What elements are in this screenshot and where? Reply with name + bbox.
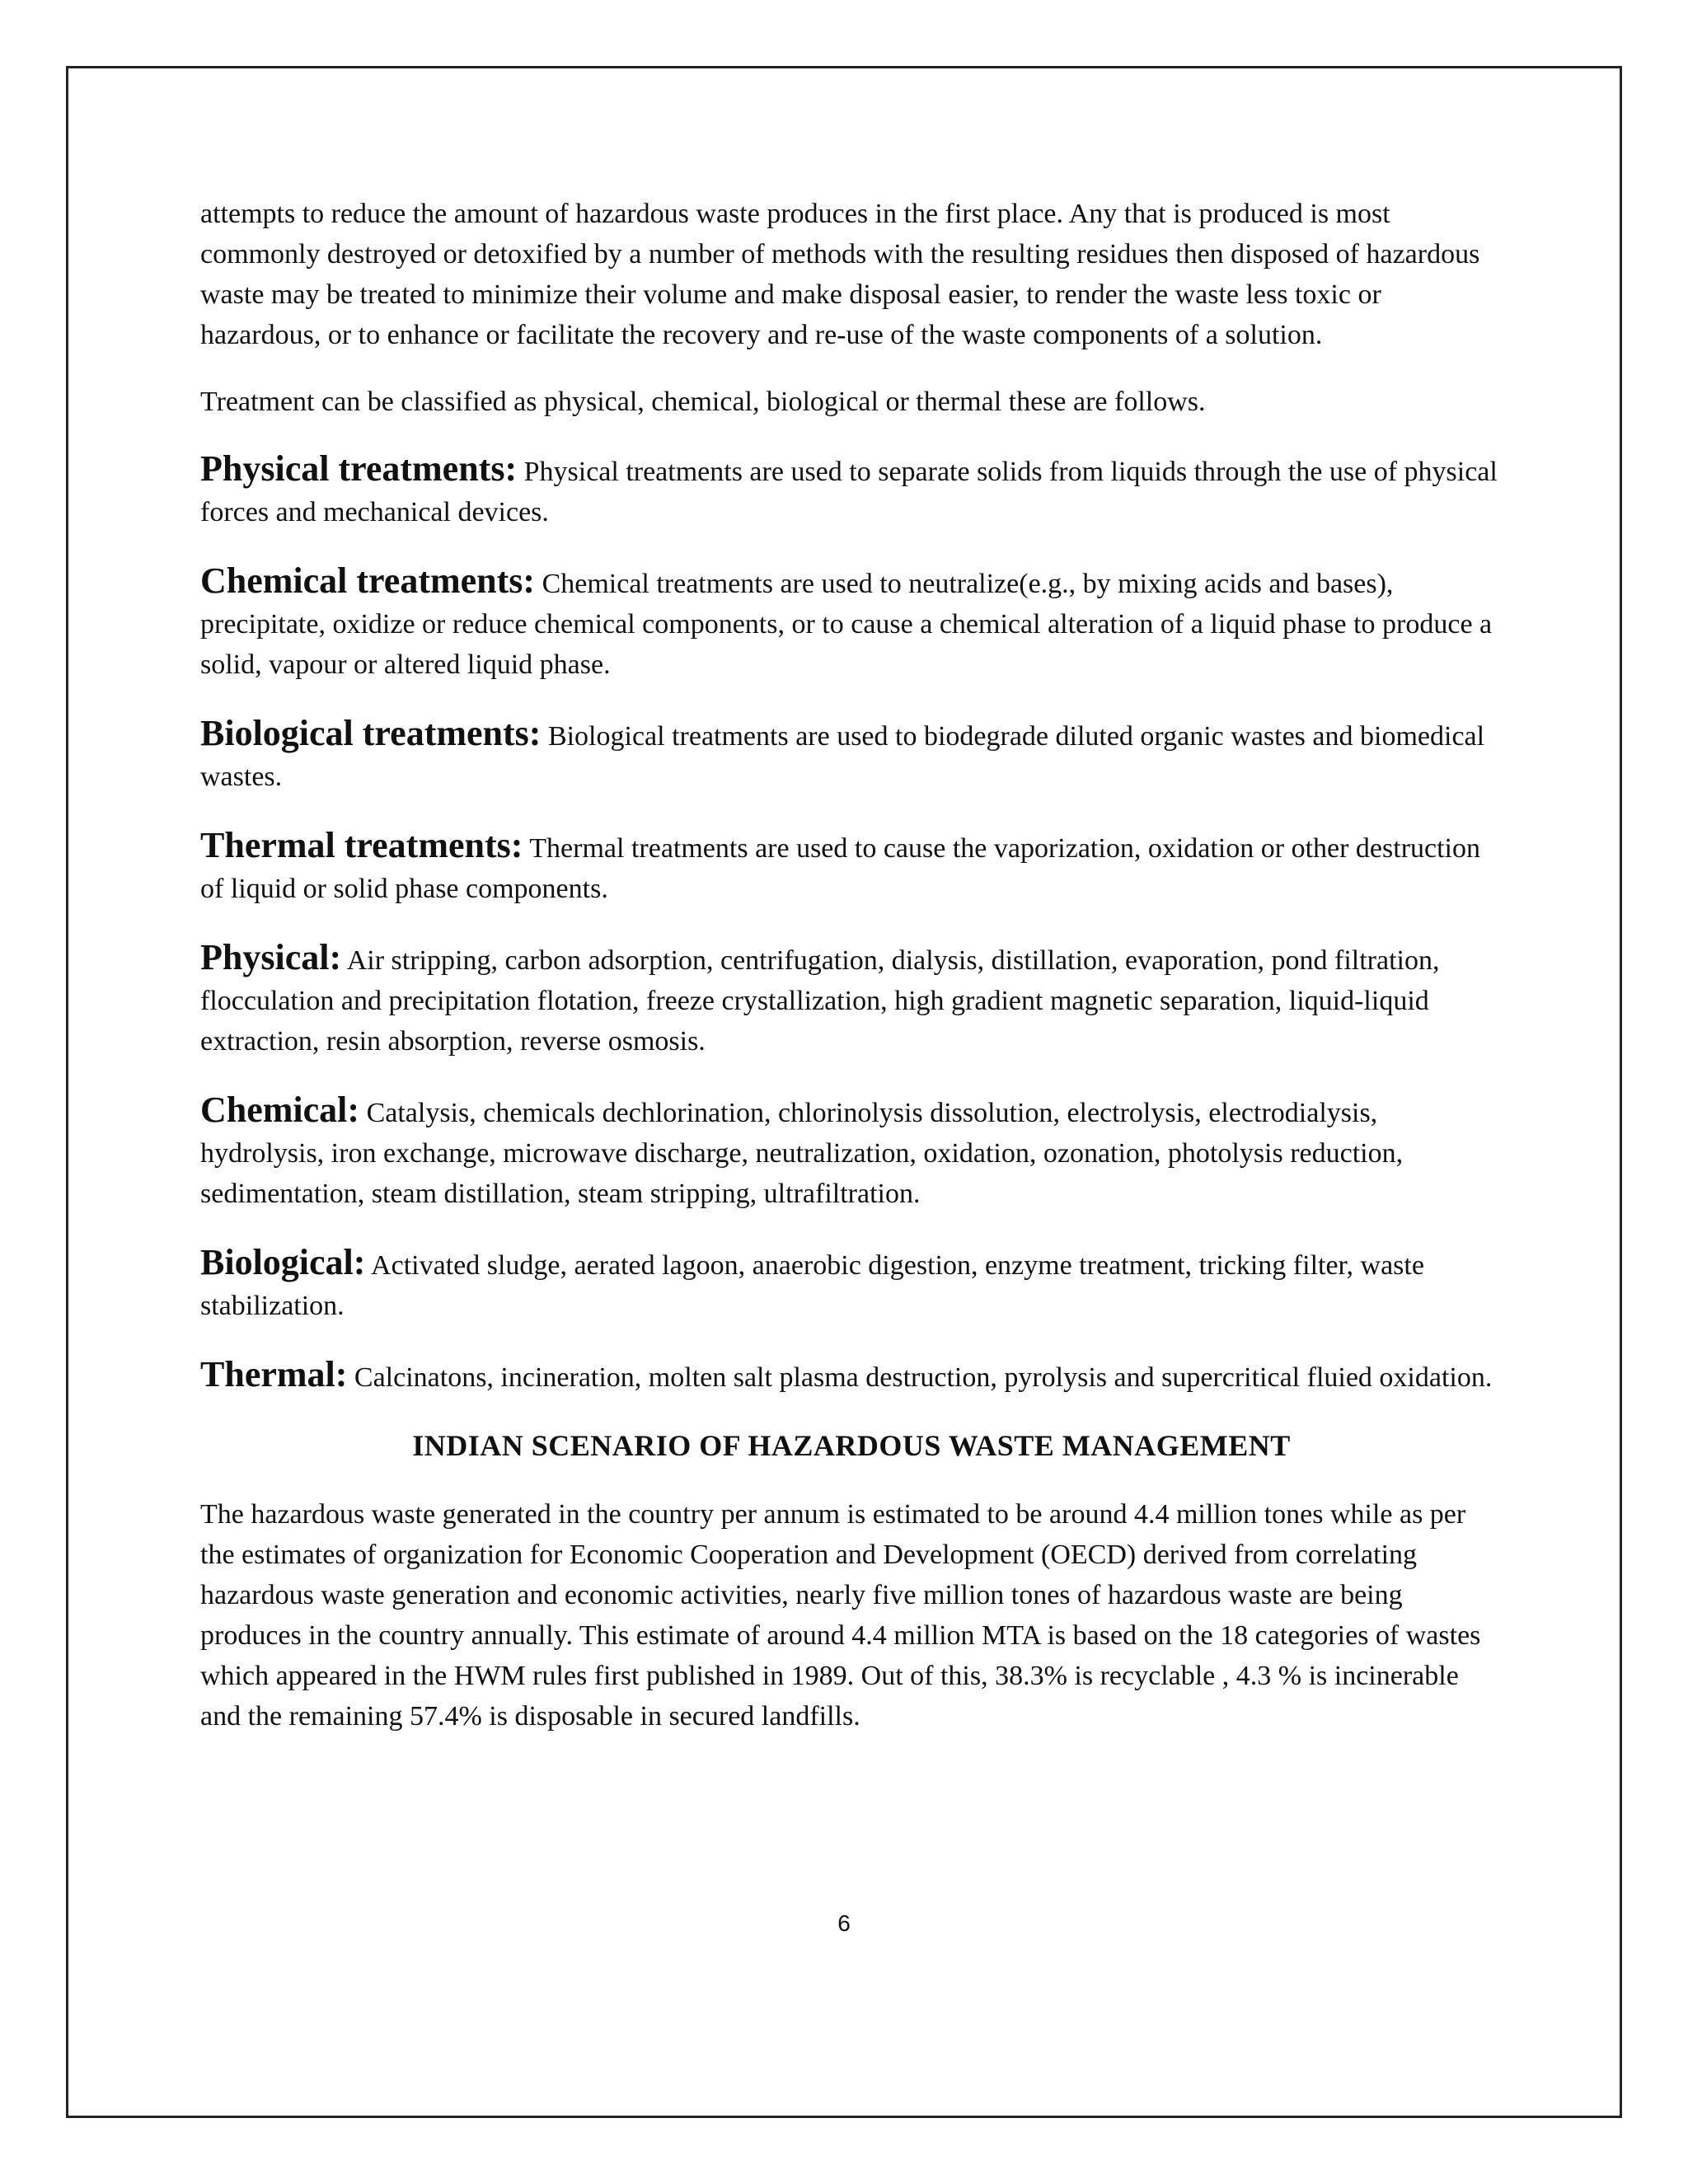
- chemical-treatments-paragraph: [200, 560, 1503, 685]
- physical-treatments-text: Physical treatments are used to separate solids from liquids through the use of physical forces and mechanical devices.: [200, 457, 1498, 527]
- section-heading: INDIAN SCENARIO OF HAZARDOUS WASTE MANAGEMENT: [412, 1429, 1291, 1462]
- intro-paragraph: attempts to reduce the amount of hazardous waste produces in the first place. Any that is produced is most commonly destroyed or detoxified by a number of methods with the resulting residues then disposed of hazardous waste may be treated to minimize their volume and make disposal easier, to render the waste less toxic or hazardous, or to enhance or facilitate the recovery and re-use of the waste components of a solution.: [200, 199, 1480, 350]
- thermal-methods-text: Calcinatons, incineration, molten salt plasma destruction, pyrolysis and supercritical fluied oxidation.: [347, 1362, 1493, 1393]
- thermal-treatments-text: Thermal treatments are used to cause the vaporization, oxidation or other destruction of liquid or solid phase components.: [200, 833, 1481, 904]
- physical-methods-paragraph: [200, 937, 1503, 1062]
- thermal-methods-term: Thermal:: [200, 1354, 348, 1394]
- chemical-methods-text: Catalysis, chemicals dechlorination, chlorinolysis dissolution, electrolysis, electrodialysis, hydrolysis, iron exchange, microwave discharge, neutralization, oxidation, ozonation, photolysis reduction, sedimentation, steam distillation, steam stripping, ultrafiltration.: [200, 1098, 1404, 1209]
- document-body: [200, 194, 1503, 1736]
- biological-treatments-term: Biological treatments:: [200, 713, 542, 753]
- physical-methods-term: Physical:: [200, 937, 342, 977]
- chemical-treatments-term: Chemical treatments:: [200, 560, 536, 601]
- chemical-methods-paragraph: [200, 1090, 1503, 1214]
- biological-treatments-paragraph: [200, 713, 1503, 797]
- biological-treatments-text: Biological treatments are used to biodegrade diluted organic wastes and biomedical wastes.: [200, 721, 1485, 792]
- chemical-methods-term: Chemical:: [200, 1090, 360, 1130]
- chemical-treatments-text: Chemical treatments are used to neutralize(e.g., by mixing acids and bases), precipitate, oxidize or reduce chemical components, or to cause a chemical alteration of a liquid phase to produce a solid, vapour or altered liquid phase.: [200, 569, 1493, 680]
- indian-scenario-paragraph: The hazardous waste generated in the country per annum is estimated to be around 4.4 million tones while as per the estimates of organization for Economic Cooperation and Development (OECD) derived from correlating hazardous waste generation and economic activities, nearly five million tones of hazardous waste are being produces in the country annually. This estimate of around 4.4 million MTA is based on the 18 categories of wastes which appeared in the HWM rules first published in 1989. Out of this, 38.3% is recyclable , 4.3 % is incinerable and the remaining 57.4% is disposable in secured landfills.: [200, 1499, 1481, 1732]
- biological-methods-term: Biological:: [200, 1242, 366, 1282]
- thermal-methods-paragraph: [200, 1354, 1503, 1398]
- biological-methods-text: Activated sludge, aerated lagoon, anaerobic digestion, enzyme treatment, tricking filter, waste stabilization.: [200, 1250, 1424, 1321]
- page-number: 6: [837, 1910, 851, 1936]
- thermal-treatments-paragraph: [200, 825, 1503, 909]
- physical-methods-text: Air stripping, carbon adsorption, centrifugation, dialysis, distillation, evaporation, pond filtration, flocculation and precipitation flotation, freeze crystallization, high gradient magnetic separation, liquid-liquid extraction, resin absorption, reverse osmosis.: [200, 945, 1440, 1057]
- physical-treatments-paragraph: [200, 448, 1503, 532]
- physical-treatments-term: Physical treatments:: [200, 448, 518, 489]
- biological-methods-paragraph: [200, 1242, 1503, 1326]
- classification-sentence: Treatment can be classified as physical, chemical, biological or thermal these are follows.: [200, 387, 1206, 417]
- thermal-treatments-term: Thermal treatments:: [200, 825, 523, 865]
